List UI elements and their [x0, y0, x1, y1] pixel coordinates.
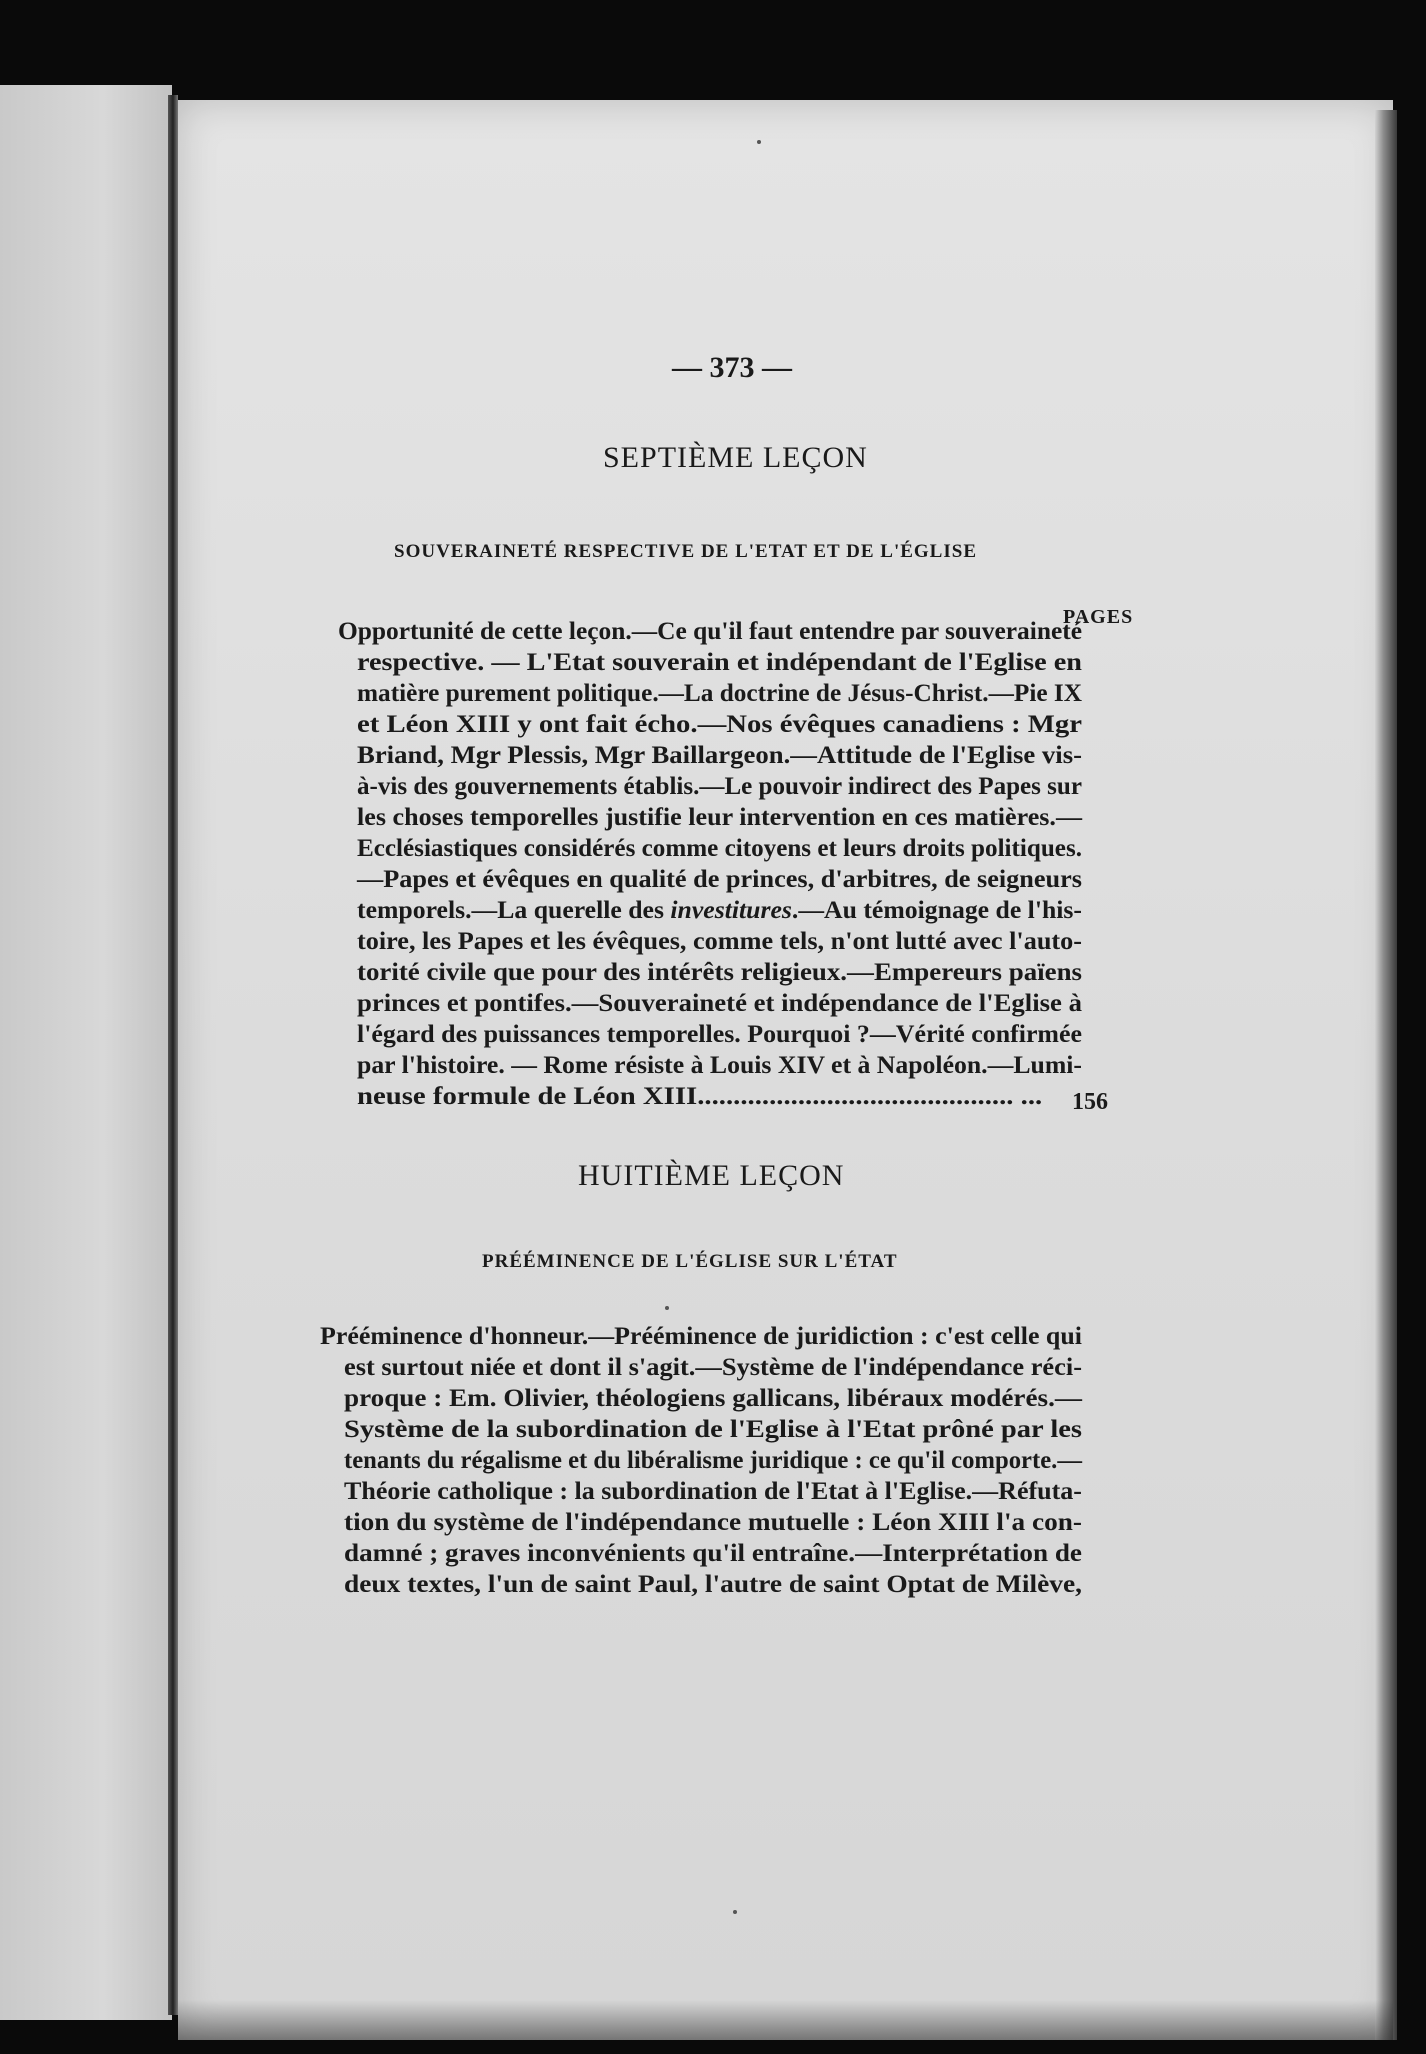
lesson-8-subtitle: PRÉÉMINENCE DE L'ÉGLISE SUR L'ÉTAT [482, 1251, 898, 1272]
lesson-7-line: —Papes et évêques en qualité de princes, d'arbitres, de seigneurs [357, 866, 1083, 893]
page-number: — 373 — [672, 351, 792, 384]
lesson-7-line: torité civile que pour des intérêts religieux.—Empereurs païens [357, 959, 1083, 986]
lesson-8-line: Théorie catholique : la subordination de l'Etat à l'Eglise.—Réfuta- [344, 1478, 1082, 1505]
lesson-8-line: tion du système de l'indépendance mutuelle : Léon XIII l'a con- [344, 1509, 1082, 1536]
left-page-margin [0, 85, 172, 2020]
lesson-7-line: respective. — L'Etat souverain et indépendant de l'Eglise en [357, 649, 1082, 676]
lesson-7-line: princes et pontifes.—Souveraineté et indépendance de l'Eglise à [357, 990, 1082, 1017]
lesson-7-line: neuse formule de Léon XIII............................................ ... [357, 1083, 1043, 1110]
lesson-8-line: Système de la subordination de l'Eglise à l'Etat prôné par les [344, 1416, 1083, 1443]
lesson-7-subtitle: SOUVERAINETÉ RESPECTIVE DE L'ETAT ET DE L'ÉGLISE [394, 541, 977, 562]
lesson-7-page-reference: 156 [1072, 1089, 1108, 1115]
lesson-7-line: à-vis des gouvernements établis.—Le pouvoir indirect des Papes sur [357, 773, 1082, 800]
lesson-7-line: et Léon XIII y ont fait écho.—Nos évêques canadiens : Mgr [357, 711, 1083, 738]
lesson-8-line: Prééminence d'honneur.—Prééminence de juridiction : c'est celle qui [320, 1323, 1082, 1350]
lesson-7-line: temporels.—La querelle des investitures.—Au témoignage de l'his- [357, 897, 1083, 924]
lesson-7-line: les choses temporelles justifie leur intervention en ces matières.— [357, 804, 1083, 831]
dust-speck [757, 140, 761, 144]
page-bottom-shadow [178, 2000, 1393, 2040]
page-edge-shadow [1375, 110, 1397, 2040]
dust-speck [733, 1910, 737, 1914]
lesson-7-line: Briand, Mgr Plessis, Mgr Baillargeon.—Attitude de l'Eglise vis- [357, 742, 1083, 769]
lesson-8-line: est surtout niée et dont il s'agit.—Système de l'indépendance réci- [344, 1354, 1083, 1381]
lesson-7-line: Ecclésiastiques considérés comme citoyens et leurs droits politiques. [357, 835, 1083, 862]
lesson-7-title: SEPTIÈME LEÇON [603, 441, 868, 474]
lesson-7-line: matière purement politique.—La doctrine de Jésus-Christ.—Pie IX [357, 680, 1082, 707]
lesson-8-line: deux textes, l'un de saint Paul, l'autre de saint Optat de Milève, [344, 1571, 1082, 1598]
lesson-7-line: par l'histoire. — Rome résiste à Louis XIV et à Napoléon.—Lumi- [357, 1052, 1083, 1079]
book-gutter [168, 95, 178, 2015]
lesson-8-line: damné ; graves inconvénients qu'il entraîne.—Interprétation de [344, 1540, 1082, 1567]
lesson-8-line: tenants du régalisme et du libéralisme juridique : ce qu'il comporte.— [344, 1447, 1083, 1474]
lesson-7-line: l'égard des puissances temporelles. Pourquoi ?—Vérité confirmée [357, 1021, 1083, 1048]
lesson-7-line: Opportunité de cette leçon.—Ce qu'il faut entendre par souveraineté [338, 618, 1083, 645]
lesson-8-title: HUITIÈME LEÇON [578, 1159, 845, 1192]
emphasized-term: investitures [670, 897, 792, 924]
pages-column-label: PAGES [1063, 606, 1134, 628]
lesson-7-line: toire, les Papes et les évêques, comme tels, n'ont lutté avec l'auto- [357, 928, 1082, 955]
dust-speck [665, 1306, 669, 1310]
lesson-8-line: proque : Em. Olivier, théologiens gallicans, libéraux modérés.— [344, 1385, 1082, 1412]
